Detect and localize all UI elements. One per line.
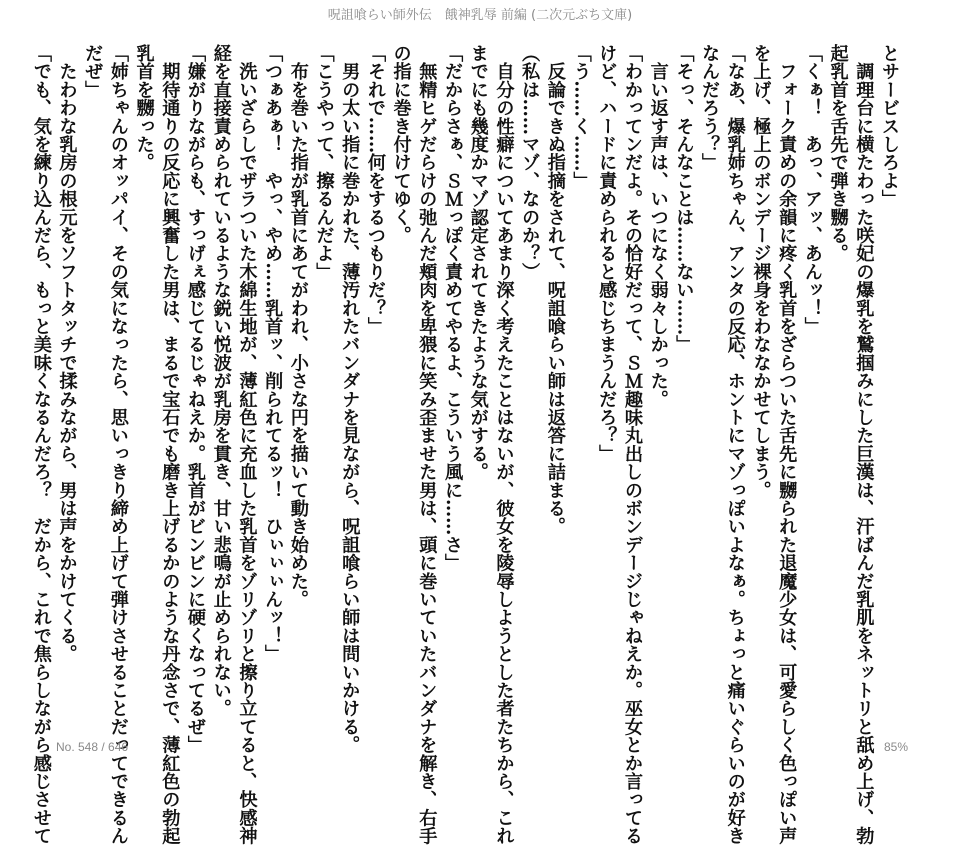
- text-line: たわわな乳房の根元をソフトタッチで揉みながら、男は声をかけてくる。: [56, 44, 78, 663]
- text-line: 反論できぬ指摘をされて、呪詛喰らい師は返答に詰まる。: [544, 44, 566, 536]
- text-line: 自分の性癖についてあまり深く考えたことはないが、彼女を陵辱しようとした者たちから、これ: [493, 44, 515, 845]
- text-line: 調理台に横たわった咲妃の爆乳を鷲掴みにした巨漢は、汗ばんだ乳肌をネットリと舐め上げ、勃: [853, 44, 875, 845]
- text-line: 経を直接責められているような鋭い悦波が乳房を貫き、甘い悲鳴が止められない。: [210, 44, 232, 718]
- text-line: を上げ、極上のボンデージ裸身をわななかせてしまう。: [750, 44, 772, 499]
- text-line: だぜ」: [82, 44, 104, 99]
- text-line: 「こうやって、擦るんだよ」: [313, 44, 335, 281]
- text-line: 「だからさぁ、ＳＭっぽく責めてやるよ、こういう風に……さ」: [442, 44, 464, 572]
- text-line: 男の太い指に巻かれた、薄汚れたバンダナを見ながら、呪詛喰らい師は問いかける。: [339, 44, 361, 754]
- text-line: フォーク責めの余韻に疼く乳首をざらついた舌先に嬲られた退魔少女は、可愛らしく色っぽい声: [776, 44, 798, 845]
- text-line: 「なあ、爆乳姉ちゃん、アンタの反応、ホントにマゾっぽいよなぁ。ちょっと痛いぐらいのが好き: [724, 44, 746, 845]
- text-line: 「くぁ！ あっ、アッ、あんッ！」: [801, 44, 823, 336]
- text-line: 「姉ちゃんのオッパイ、その気になったら、思いっきり締め上げて弾けさせることだってできるん: [107, 44, 129, 845]
- location-indicator: No. 548 / 646: [56, 740, 129, 754]
- text-line: までにも幾度かマゾ認定されてきたような気がする。: [467, 44, 489, 481]
- text-line: けど、ハードに責められると感じちまうんだろ？」: [596, 44, 618, 463]
- text-line: 「つぁあぁ！ やっ、やめ……乳首ッ、削られてるッ！ ひぃぃぃんッ！」: [262, 44, 284, 663]
- text-line: 「う……く……」: [570, 44, 592, 190]
- text-line: 言い返す声は、いつになく弱々しかった。: [647, 44, 669, 408]
- text-line: 「それで……何をするつもりだ？」: [364, 44, 386, 336]
- text-line: 洗いざらしでザラついた木綿生地が、薄紅色に充血した乳首をゾリゾリと擦り立てると、快感神: [236, 44, 258, 845]
- text-line: 「嫌がりながらも、すっげぇ感じてるじゃねえか。乳首がビンビンに硬くなってるぜ」: [185, 44, 207, 754]
- text-line: 布を巻いた指が乳首にあてがわれ、小さな円を描いて動き始めた。: [287, 44, 309, 609]
- text-line: 「わかってンだよ。その恰好だって、ＳＭ趣味丸出しのボンデージじゃねえか。巫女とか言ってる: [621, 44, 643, 845]
- text-line: とサービスしろよ」: [879, 44, 900, 208]
- progress-percent: 85%: [883, 740, 908, 754]
- text-line: 期待通りの反応に興奮した男は、まるで宝石でも磨き上げるかのような丹念さで、薄紅色の勃起: [159, 44, 181, 845]
- text-line: の指に巻き付けてゆく。: [390, 44, 412, 245]
- text-line: （私は……マゾ、なのか？）: [519, 44, 541, 281]
- text-line: 「でも、気を練り込んだら、もっと美味くなるんだろ？ だから、これで焦らしながら感じさせて: [30, 44, 52, 845]
- book-title-header: 呪詛喰らい師外伝 餓神乳辱 前編 (二次元ぶち文庫): [327, 8, 633, 23]
- text-line: 起乳首を舌先で弾き嬲る。: [827, 44, 849, 263]
- text-line: 「そっ、そんなことは……ない……」: [673, 44, 695, 354]
- text-line: なんだろう？」: [699, 44, 721, 172]
- text-line: 無精ヒゲだらけの弛んだ頬肉を卑猥に笑み歪ませた男は、頭に巻いていたバンダナを解き、右手: [416, 44, 438, 845]
- text-line: 乳首を嬲った。: [133, 44, 155, 172]
